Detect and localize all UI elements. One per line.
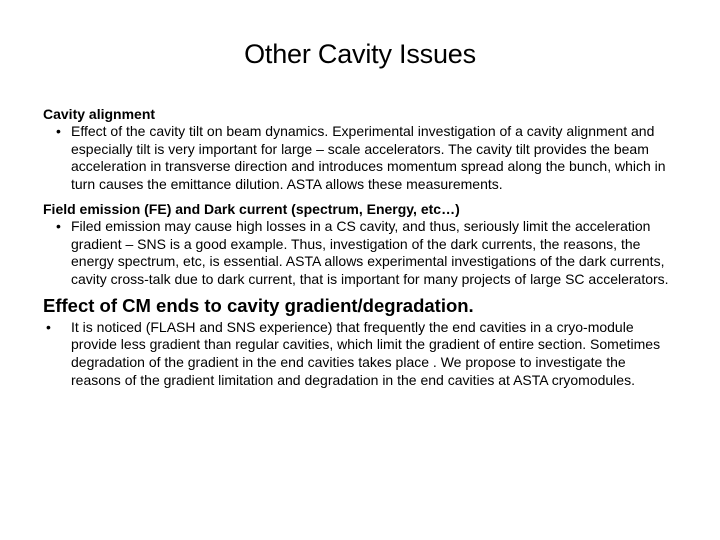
- bullet-icon: •: [56, 123, 61, 139]
- section-field-emission: [43, 200, 673, 289]
- bullet-icon: •: [46, 318, 51, 335]
- slide-content: [43, 105, 673, 395]
- bullet-text: It is noticed (FLASH and SNS experience) that frequently the end cavities in a cryo-module provide less gradient than regular cavities, which limit the gradient of entire section. Sometimes degradation of the gradient in the end cavities takes place . We propose to investigate the reasons of the gradient limitation and degradation in the end cavities at ASTA cryomodules.: [71, 318, 661, 388]
- section-cm-ends: [43, 295, 673, 390]
- bullet-text: Filed emission may cause high losses in a CS cavity, and thus, seriously limit the acceleration gradient – SNS is a good example. Thus, investigation of the dark currents, the reasons, the energy spectrum, etc, is essential. ASTA allows experimental investigations of the dark currents, cavity cross-talk due to dark current, that is important for many projects of large SC accelerators.: [71, 217, 669, 287]
- section-heading: Cavity alignment: [43, 106, 156, 122]
- section-cavity-alignment: [43, 105, 673, 194]
- slide-title: Other Cavity Issues: [244, 39, 476, 69]
- bullet-item: [43, 218, 673, 289]
- bullet-text: Effect of the cavity tilt on beam dynamics. Experimental investigation of a cavity alignment and especially tilt is very important for large – scale accelerators. The cavity tilt provides the beam acceleration in transverse direction and introduces momentum spread along the bunch, which in turn causes the emittance dilution. ASTA allows these measurements.: [71, 123, 666, 193]
- section-heading: Effect of CM ends to cavity gradient/degradation.: [43, 294, 474, 316]
- bullet-item: [43, 319, 673, 390]
- section-heading: Field emission (FE) and Dark current (spectrum, Energy, etc…): [43, 200, 460, 217]
- bullet-icon: •: [56, 217, 61, 234]
- bullet-item: [43, 123, 673, 194]
